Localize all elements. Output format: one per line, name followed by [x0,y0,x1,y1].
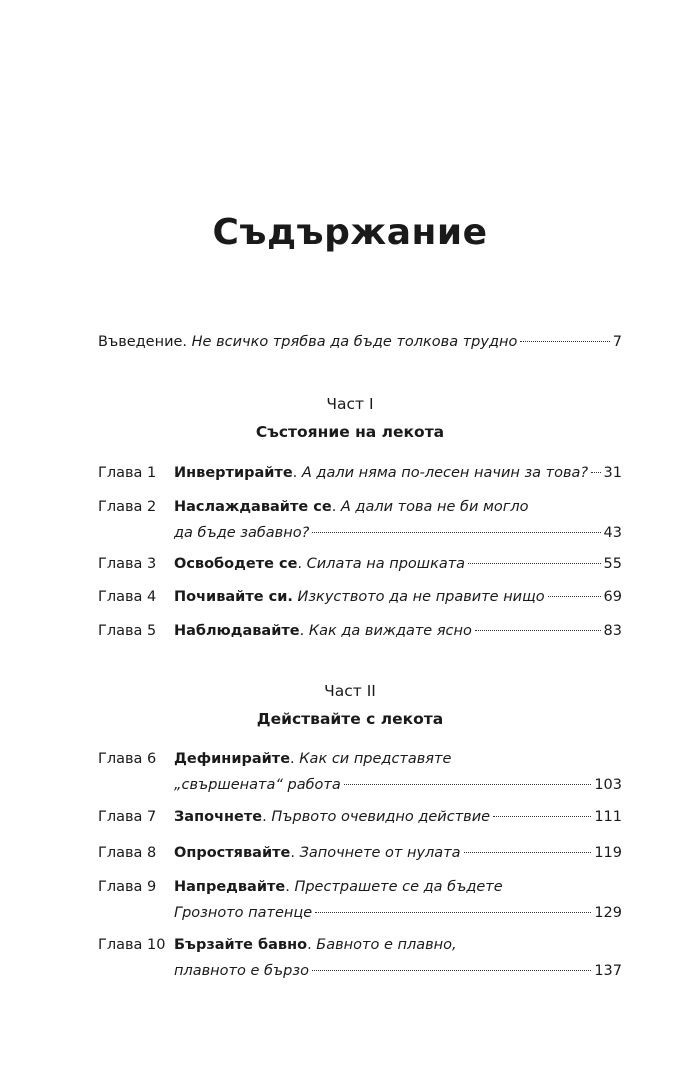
chapter-number: Глава 1 [98,465,157,481]
intro-subtitle: Не всичко трябва да бъде толкова трудно [191,334,518,350]
leader-dots [312,970,591,971]
page-number: 83 [603,623,622,639]
toc-chapter-entry[interactable]: Глава 7 Започнете. Първото очевидно действие 111 [98,804,622,830]
toc-chapter-entry[interactable]: Глава 2 Наслаждавайте се. А дали това не би могло да бъде забавно? 43 [98,494,622,546]
chapter-subtitle: Първото очевидно действие [271,809,491,825]
page-number: 119 [594,845,622,861]
part-title: Състояние на лекота [255,423,445,441]
chapter-number: Глава 7 [98,809,157,825]
leader-dots [493,816,591,817]
toc-chapter-entry[interactable]: Глава 6 Дефинирайте. Как си представяте „свършената“ работа 103 [98,746,622,798]
chapter-number: Глава 3 [98,556,157,572]
page-number: 43 [603,525,622,541]
toc-chapter-entry[interactable]: Глава 9 Напредвайте. Престрашете се да бъдете Грозното патенце 129 [98,874,622,926]
page-number: 31 [603,465,622,481]
chapter-subtitle: А дали това не би могло [340,499,529,515]
part-number: Част I [326,395,374,413]
chapter-subtitle: Силата на прошката [306,556,466,572]
chapter-name: Започнете [174,809,263,825]
page-number: 55 [603,556,622,572]
chapter-name: Бързайте бавно [174,937,308,953]
chapter-subtitle: Започнете от нулата [299,845,461,861]
toc-intro-entry[interactable] [98,332,622,352]
toc-chapter-entry[interactable]: Глава 3 Освободете се. Силата на прошката 55 [98,551,622,577]
chapter-number: Глава 9 [98,879,157,895]
part-title: Действайте с лекота [256,710,444,728]
chapter-subtitle-cont: Грозното патенце [174,905,313,921]
chapter-name: Напредвайте [174,879,286,895]
chapter-name: Наблюдавайте [174,623,300,639]
chapter-number: Глава 4 [98,589,157,605]
intro-label: Въведение. [98,334,188,350]
page-number: 129 [594,905,622,921]
toc-chapter-entry[interactable] [98,584,622,610]
leader-dots [520,341,609,342]
chapter-subtitle: Изкуството да не правите нищо [297,589,545,605]
chapter-number: Глава 8 [98,845,157,861]
chapter-subtitle: Как да виждате ясно [308,623,472,639]
page-number: 111 [594,809,622,825]
toc-chapter-entry[interactable]: Глава 8 Опростявайте. Започнете от нулата 119 [98,840,622,866]
chapter-subtitle: Бавното е плавно, [316,937,457,953]
chapter-number: Глава 2 [98,499,157,515]
chapter-name: Дефинирайте [174,751,291,767]
part-number: Част II [324,682,376,700]
leader-dots [344,784,592,785]
leader-dots [475,630,601,631]
chapter-subtitle: Как си представяте [299,751,452,767]
chapter-subtitle: А дали няма по-лесен начин за това? [301,465,589,481]
chapter-number: Глава 6 [98,751,157,767]
chapter-subtitle-cont: плавното е бързо [174,963,309,979]
toc-chapter-entry[interactable]: Глава 5 Наблюдавайте. Как да виждате ясно 83 [98,618,622,644]
leader-dots [315,912,591,913]
chapter-number: Глава 5 [98,623,157,639]
chapter-subtitle-cont: да бъде забавно? [174,525,310,541]
page-number: 69 [603,589,622,605]
chapter-subtitle: Престрашете се да бъдете [294,879,503,895]
chapter-name: Инвертирайте [174,465,293,481]
page-number: 7 [612,334,622,350]
leader-dots [312,532,600,533]
chapter-name: Почивайте си. [174,589,293,605]
chapter-number: Глава 10 [98,937,166,953]
chapter-subtitle-cont: „свършената“ работа [174,777,341,793]
leader-dots [464,852,592,853]
leader-dots [548,596,601,597]
chapter-name: Наслаждавайте се [174,499,332,515]
leader-dots [591,472,600,473]
leader-dots [468,563,601,564]
chapter-name: Освободете се [174,556,298,572]
toc-chapter-entry[interactable]: Глава 1 Инвертирайте. А дали няма по-лесен начин за това? 31 [98,460,622,486]
page-number: 103 [594,777,622,793]
page-number: 137 [594,963,622,979]
chapter-name: Опростявайте [174,845,291,861]
toc-chapter-entry[interactable]: Глава 10 Бързайте бавно. Бавното е плавно, плавното е бързо 137 [98,932,622,984]
page-title: Съдържание [212,212,488,253]
